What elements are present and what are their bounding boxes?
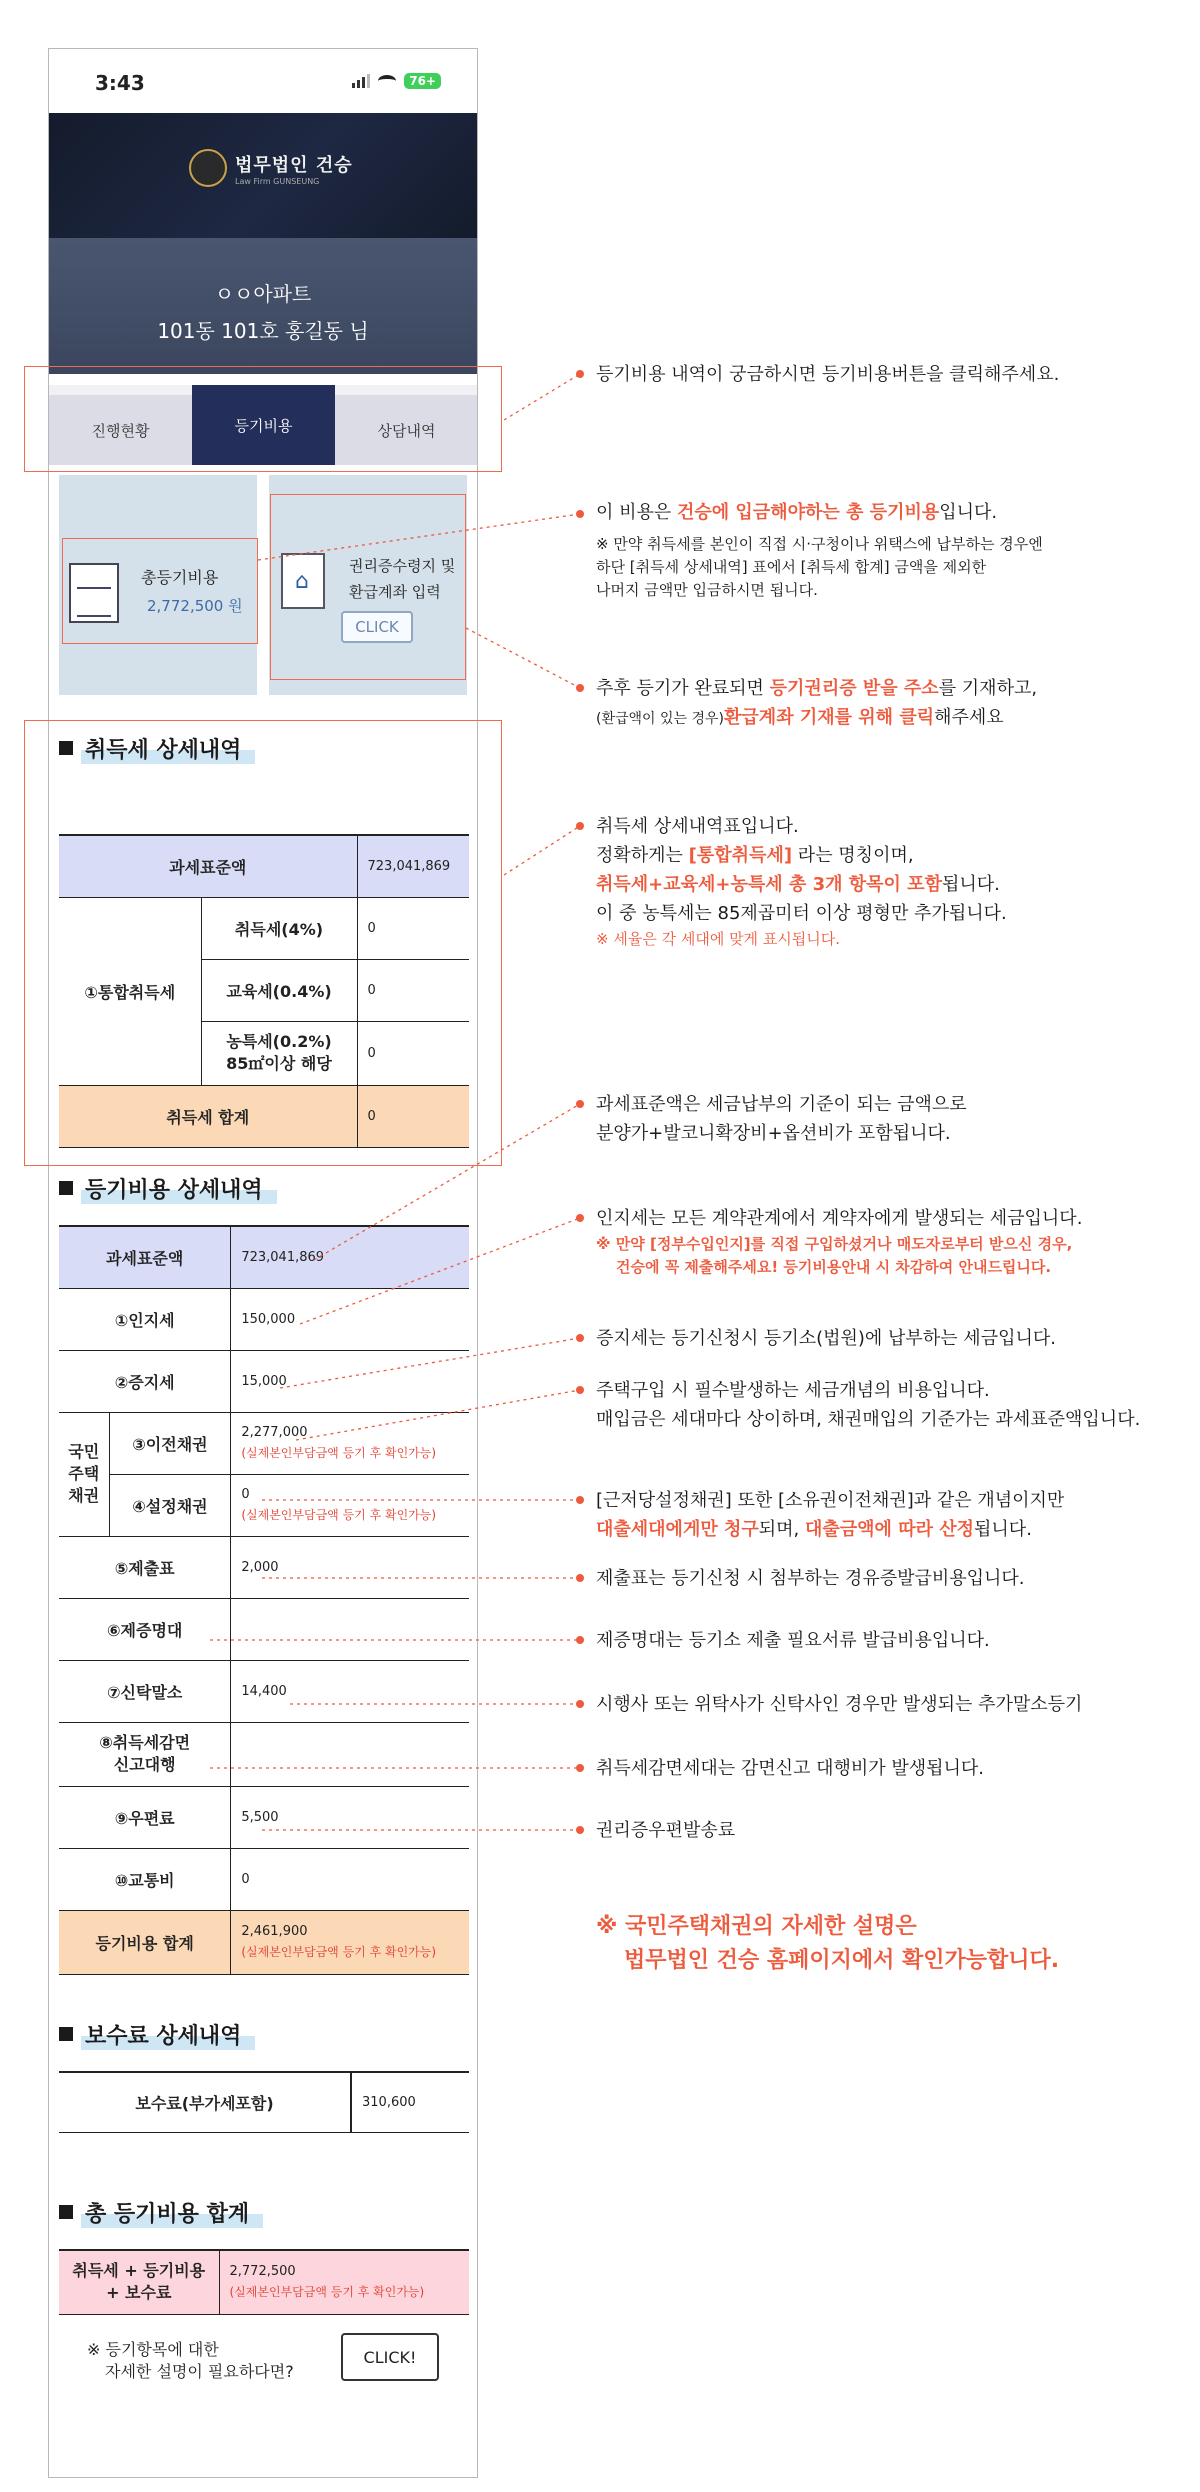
receipt-title-line1: 권리증수령지 및	[349, 557, 456, 575]
status-time: 3:43	[95, 71, 145, 95]
annotation-base-amount: 과세표준액은 세금납부의 기준이 되는 금액으로 분양가+발코니확장비+옵션비가 포함됩니다.	[596, 1094, 967, 1144]
marker-dot	[576, 684, 584, 692]
logo-text: 법무법인 건승	[235, 154, 353, 176]
marker-dot	[576, 370, 584, 378]
marker-dot	[576, 1574, 584, 1582]
stamp-tax-value: 150,000	[231, 1288, 469, 1350]
tab-registration-cost[interactable]: 등기비용	[192, 385, 335, 465]
signal-icon	[352, 74, 370, 88]
seal-icon	[189, 149, 227, 187]
marker-dot	[576, 1386, 584, 1394]
edu-tax-label: 교육세(0.4%)	[201, 959, 357, 1021]
acq-total-label: 취득세 합계	[59, 1085, 357, 1147]
fee-table	[59, 2071, 469, 2133]
grand-total-heading: 총 등기비용 합계	[59, 2197, 263, 2227]
annotation-postage: 권리증우편발송료	[596, 1820, 736, 1841]
annotation-tab-hint: 등기비용 내역이 궁금하시면 등기비용버튼을 클릭해주세요.	[596, 364, 1060, 385]
table-row	[59, 1786, 469, 1848]
grand-total-value: 2,772,500 (실제본인부담금액 등기 후 확인가능)	[219, 2250, 469, 2314]
acquisition-tax-heading: 취득세 상세내역	[59, 733, 255, 763]
marker-dot	[576, 1700, 584, 1708]
base-amount-value: 723,041,869	[357, 835, 469, 897]
bullet-square-icon	[59, 2205, 73, 2219]
postage-value: 5,500	[231, 1786, 469, 1848]
housing-bond-homepage-note: ※ 국민주택채권의 자세한 설명은 법무법인 건승 홈페이지에서 확인가능합니다.	[596, 1914, 1060, 1973]
reg-base-value: 723,041,869	[231, 1226, 469, 1288]
help-click-button[interactable]: CLICK!	[341, 2333, 439, 2381]
trust-cancel-label: ⑦신탁말소	[59, 1660, 231, 1722]
fee-label: 보수료(부가세포함)	[59, 2072, 351, 2132]
table-row	[59, 1722, 469, 1786]
bullet-square-icon	[59, 2027, 73, 2041]
fee-heading: 보수료 상세내역	[59, 2019, 255, 2049]
reg-total-label: 등기비용 합계	[59, 1910, 231, 1974]
bottom-help-note: ※ 등기항목에 대한 자세한 설명이 필요하다면?	[87, 2340, 294, 2381]
clipboard-house-icon	[281, 553, 325, 609]
status-icons	[352, 73, 441, 89]
grand-total-label: 취득세 + 등기비용 + 보수료	[59, 2250, 219, 2314]
annotation-acquisition-tax: 취득세 상세내역표입니다. 정확하게는 [통합취득세] 라는 명칭이며, 취득세+교육세+농특세 총 3개 항목이 포함됩니다. 이 중 농특세는 85제곱미터 이상 평형만 추가됩니다. ※ 세율은 각 세대에 맞게 표시됩니다.	[596, 816, 1007, 948]
annotation-setup-bond: [근저당설정채권] 또한 [소유권이전채권]과 같은 개념이지만 대출세대에게만 청구되며, 대출금액에 따라 산정됩니다.	[596, 1490, 1065, 1540]
table-row	[59, 1288, 469, 1350]
annotation-total-cost: 이 비용은 건승에 입금해야하는 총 등기비용입니다. ※ 만약 취득세를 본인이 직접 시·구청이나 위택스에 납부하는 경우엔 하단 [취득세 상세내역] 표에서 [취득세 합계] 금액을 제외한 나머지 금액만 입금하시면 됩니다.	[596, 502, 1043, 599]
header-banner	[49, 113, 477, 238]
receipt-card-title	[349, 553, 455, 605]
table-row	[59, 2072, 469, 2132]
edu-tax-value: 0	[357, 959, 469, 1021]
marker-dot	[576, 1764, 584, 1772]
annotation-stamp-tax: 인지세는 모든 계약관계에서 계약자에게 발생되는 세금입니다. ※ 만약 [정부수입인지]를 직접 구입하셨거나 매도자로부터 받으신 경우, 건승에 꼭 제출해주세요! 등기비용안내 시 차감하여 안내드립니다.	[596, 1208, 1083, 1276]
table-row	[59, 1474, 469, 1536]
base-amount-label: 과세표준액	[59, 835, 357, 897]
table-row	[59, 1848, 469, 1910]
registration-cost-table	[59, 1225, 469, 1975]
table-row	[59, 1085, 469, 1147]
rural-tax-label: 농특세(0.2%) 85㎡이상 해당	[201, 1021, 357, 1085]
trust-cancel-value: 14,400	[231, 1660, 469, 1722]
logo-subtext: Law Firm GUNSEUNG	[235, 176, 320, 186]
transfer-bond-label: ③이전채권	[109, 1412, 231, 1474]
annotation-tax-reduction: 취득세감면세대는 감면신고 대행비가 발생됩니다.	[596, 1758, 985, 1779]
table-row	[59, 1660, 469, 1722]
receipt-title-line2: 환급계좌 입력	[349, 583, 441, 601]
housing-bond-label: 국민 주택 채권	[59, 1412, 109, 1536]
marker-dot	[576, 1334, 584, 1342]
receipt-click-button[interactable]: CLICK	[341, 611, 413, 643]
annotation-proof-fee: 제증명대는 등기소 제출 필요서류 발급비용입니다.	[596, 1630, 990, 1651]
total-cost-amount: 2,772,500 원	[147, 597, 243, 615]
acq-tax-value: 0	[357, 897, 469, 959]
table-row	[59, 1598, 469, 1660]
table-row	[59, 1910, 469, 1974]
submit-form-value: 2,000	[231, 1536, 469, 1598]
acq-total-value: 0	[357, 1085, 469, 1147]
tab-bar	[49, 385, 478, 465]
acquisition-tax-table	[59, 834, 469, 1148]
marker-dot	[576, 1214, 584, 1222]
rural-tax-value: 0	[357, 1021, 469, 1085]
table-row	[59, 897, 469, 959]
phone-screen	[48, 48, 478, 2478]
apartment-name: ㅇㅇ아파트	[214, 282, 312, 306]
annotation-transfer-bond: 주택구입 시 필수발생하는 세금개념의 비용입니다. 매입금은 세대마다 상이하며, 채권매입의 기준가는 과세표준액입니다.	[596, 1380, 1141, 1430]
tab-progress[interactable]: 진행현황	[49, 395, 192, 465]
bullet-square-icon	[59, 741, 73, 755]
table-row	[59, 1412, 469, 1474]
integrated-tax-label: ①통합취득세	[59, 897, 201, 1085]
marker-dot	[576, 1636, 584, 1644]
customer-name: 101동 101호 홍길동 님	[157, 319, 369, 343]
tax-document-icon	[69, 563, 119, 623]
submit-form-label: ⑤제출표	[59, 1536, 231, 1598]
setup-bond-label: ④설정채권	[109, 1474, 231, 1536]
table-row	[59, 1350, 469, 1412]
annotation-submit-form: 제출표는 등기신청 시 첨부하는 경유증발급비용입니다.	[596, 1568, 1025, 1589]
marker-dot	[576, 1496, 584, 1504]
total-cost-card	[59, 475, 257, 695]
table-row	[59, 2250, 469, 2314]
bullet-square-icon	[59, 1181, 73, 1195]
fee-value: 310,600	[351, 2072, 469, 2132]
total-cost-label: 총등기비용	[141, 568, 219, 587]
table-row	[59, 835, 469, 897]
cert-tax-value: 15,000	[231, 1350, 469, 1412]
marker-dot	[576, 510, 584, 518]
registration-cost-heading: 등기비용 상세내역	[59, 1173, 277, 1203]
transport-label: ⑩교통비	[59, 1848, 231, 1910]
marker-dot	[576, 1826, 584, 1834]
reg-base-label: 과세표준액	[59, 1226, 231, 1288]
receipt-address-card[interactable]	[269, 475, 467, 695]
wifi-icon	[378, 75, 396, 87]
battery-icon: 76+	[404, 73, 441, 89]
logo	[189, 149, 353, 187]
proof-fee-label: ⑥제증명대	[59, 1598, 231, 1660]
reg-total-value: 2,461,900 (실제본인부담금액 등기 후 확인가능)	[231, 1910, 469, 1974]
annotation-receipt-card: 추후 등기가 완료되면 등기권리증 받을 주소를 기재하고, (환급액이 있는 경우)환급계좌 기재를 위해 클릭해주세요	[596, 678, 1038, 728]
table-row	[59, 1536, 469, 1598]
cert-tax-label: ②증지세	[59, 1350, 231, 1412]
annotation-trust-cancel: 시행사 또는 위탁사가 신탁사인 경우만 발생되는 추가말소등기	[596, 1694, 1083, 1715]
tab-consultation[interactable]: 상담내역	[335, 395, 478, 465]
marker-dot	[576, 1100, 584, 1108]
setup-bond-value: 0 (실제본인부담금액 등기 후 확인가능)	[231, 1474, 469, 1536]
tax-reduction-label: ⑧취득세감면 신고대행	[59, 1722, 231, 1786]
annotation-cert-tax: 증지세는 등기신청시 등기소(법원)에 납부하는 세금입니다.	[596, 1328, 1056, 1349]
marker-dot	[576, 822, 584, 830]
transport-value: 0	[231, 1848, 469, 1910]
summary-cards	[59, 475, 469, 695]
transfer-bond-value: 2,277,000 (실제본인부담금액 등기 후 확인가능)	[231, 1412, 469, 1474]
grand-total-table	[59, 2249, 469, 2315]
tax-reduction-value	[231, 1722, 469, 1786]
stamp-tax-label: ①인지세	[59, 1288, 231, 1350]
greeting-banner	[49, 238, 477, 374]
postage-label: ⑨우편료	[59, 1786, 231, 1848]
acq-tax-label: 취득세(4%)	[201, 897, 357, 959]
table-row	[59, 1226, 469, 1288]
proof-fee-value	[231, 1598, 469, 1660]
status-bar	[49, 49, 477, 113]
